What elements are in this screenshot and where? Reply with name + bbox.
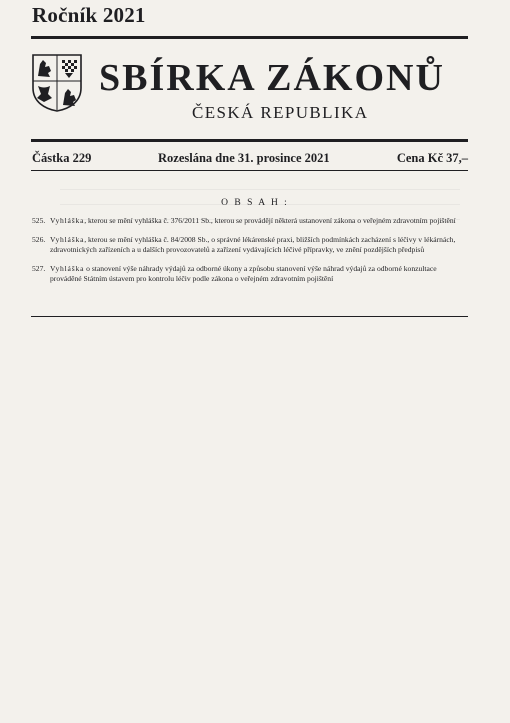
entry-kind: Vyhláška: [50, 263, 85, 273]
contents-entry-526: [32, 235, 468, 256]
header-rule: [31, 139, 468, 142]
volume-year: Ročník 2021: [32, 3, 146, 27]
czech-coat-of-arms-icon: [32, 54, 82, 112]
entry-number: 527.: [32, 263, 46, 273]
publication-title: SBÍRKA ZÁKONŮ: [99, 57, 445, 99]
contents-heading: O B S A H :: [221, 198, 289, 208]
top-rule: [31, 36, 468, 39]
entry-text: , kterou se mění vyhláška č. 84/2008 Sb., o správné lékárenské praxi, bližších podmínkách zacházení s léčivy v lékárnách, zdravotnických zařízeních a u dalších provozovatelů a zařízení vydávajících léčivé přípravky, ve znění pozdějších předpisů: [50, 234, 456, 254]
issue-price: Cena Kč 37,–: [396, 151, 468, 165]
entry-kind: Vyhláška: [50, 216, 85, 225]
entry-text: o stanovení výše náhrady výdajů za odborné úkony a způsobu stanovení výše náhrad výdajů za odborné konzultace prováděné Státním ústavem pro kontrolu léčiv podle zákona o veřejném zdravotním pojištění: [50, 263, 437, 283]
entry-kind: Vyhláška: [50, 234, 85, 244]
contents-bottom-rule: [31, 316, 468, 317]
issue-date: Rozeslána dne 31. prosince 2021: [158, 151, 330, 165]
contents-entry-527: [32, 264, 468, 285]
entry-number: 525.: [32, 216, 46, 225]
entry-text: , kterou se mění vyhláška č. 376/2011 Sb., kterou se provádějí některá ustanovení zákona o veřejném zdravotním pojištění: [84, 216, 456, 225]
issue-number: Částka 229: [32, 151, 92, 165]
contents-entry-525: [32, 216, 468, 227]
contents-list: [32, 216, 468, 293]
issue-rule: [31, 170, 468, 171]
publication-subtitle: ČESKÁ REPUBLIKA: [192, 103, 369, 122]
entry-number: 526.: [32, 234, 46, 244]
